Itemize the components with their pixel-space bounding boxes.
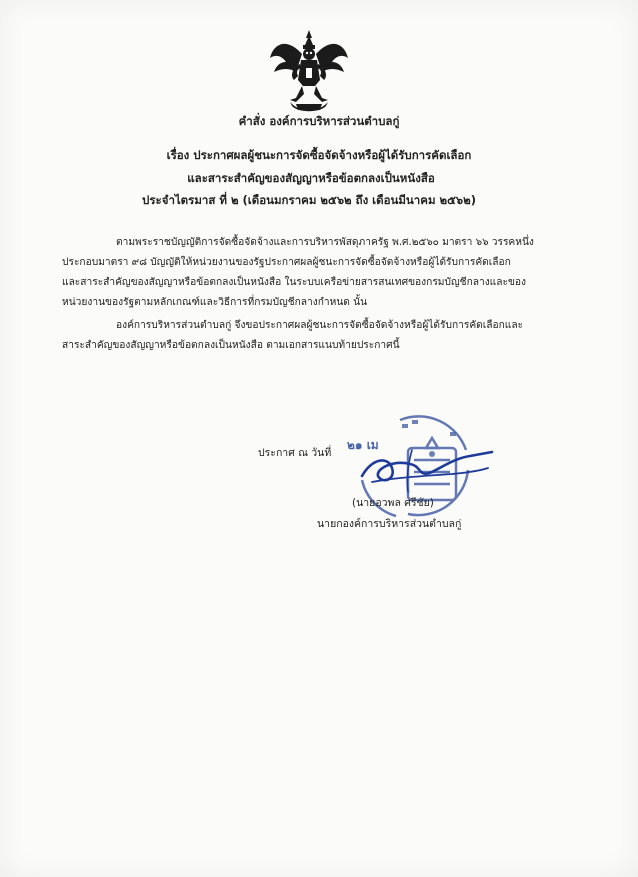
order-title: คำสั่ง องค์การบริหารส่วนตำบลกู่ bbox=[238, 114, 400, 128]
subject-line-1: เรื่อง ประกาศผลผู้ชนะการจัดซื้อจัดจ้างหรือผู้ได้รับการคัดเลือก bbox=[166, 148, 472, 162]
paragraph-line: ประกอบมาตรา ๙๘ บัญญัติให้หน่วยงานของรัฐประกาศผลผู้ชนะการจัดซื้อจัดจ้างหรือผู้ได้รับการคัดเลือก bbox=[62, 257, 511, 268]
signatory-name: (นายอวพล ศรีชัย) bbox=[352, 497, 434, 509]
announced-date-label: ประกาศ ณ วันที่ bbox=[258, 447, 332, 459]
paragraph-line: ตามพระราชบัญญัติการจัดซื้อจัดจ้างและการบริหารพัสดุภาครัฐ พ.ศ.๒๕๖๐ มาตรา ๖๖ วรรคหนึ่ง bbox=[116, 237, 534, 248]
body-paragraph-2 bbox=[62, 316, 574, 356]
garuda-emblem-icon bbox=[266, 28, 352, 114]
signatory-position: นายกองค์การบริหารส่วนตำบลกู่ bbox=[317, 518, 462, 530]
body-paragraph-1 bbox=[62, 233, 574, 313]
paragraph-line: และสาระสำคัญของสัญญาหรือข้อตกลงเป็นหนังสือ ในระบบเครือข่ายสารสนเทศของกรมบัญชีกลางและของ bbox=[62, 277, 527, 288]
handwritten-signature bbox=[352, 438, 502, 498]
subject-line-2: และสาระสำคัญของสัญญาหรือข้อตกลงเป็นหนังสือ bbox=[187, 171, 435, 185]
subject-line-3: ประจำไตรมาส ที่ ๒ (เดือนมกราคม ๒๕๖๒ ถึง เดือนมีนาคม ๒๕๖๒) bbox=[142, 193, 476, 207]
paragraph-line: สาระสำคัญของสัญญาหรือข้อตกลงเป็นหนังสือ ตามเอกสารแนบท้ายประกาศนี้ bbox=[62, 340, 400, 351]
paragraph-line: หน่วยงานของรัฐตามหลักเกณฑ์และวิธีการที่กรมบัญชีกลางกำหนด นั้น bbox=[62, 297, 368, 308]
date-fragment: ๒๑ เม bbox=[347, 438, 379, 452]
paragraph-line: องค์การบริหารส่วนตำบลกู่ จึงขอประกาศผลผู้ชนะการจัดซื้อจัดจ้างหรือผู้ได้รับการคัดเลือกและ bbox=[116, 320, 524, 331]
